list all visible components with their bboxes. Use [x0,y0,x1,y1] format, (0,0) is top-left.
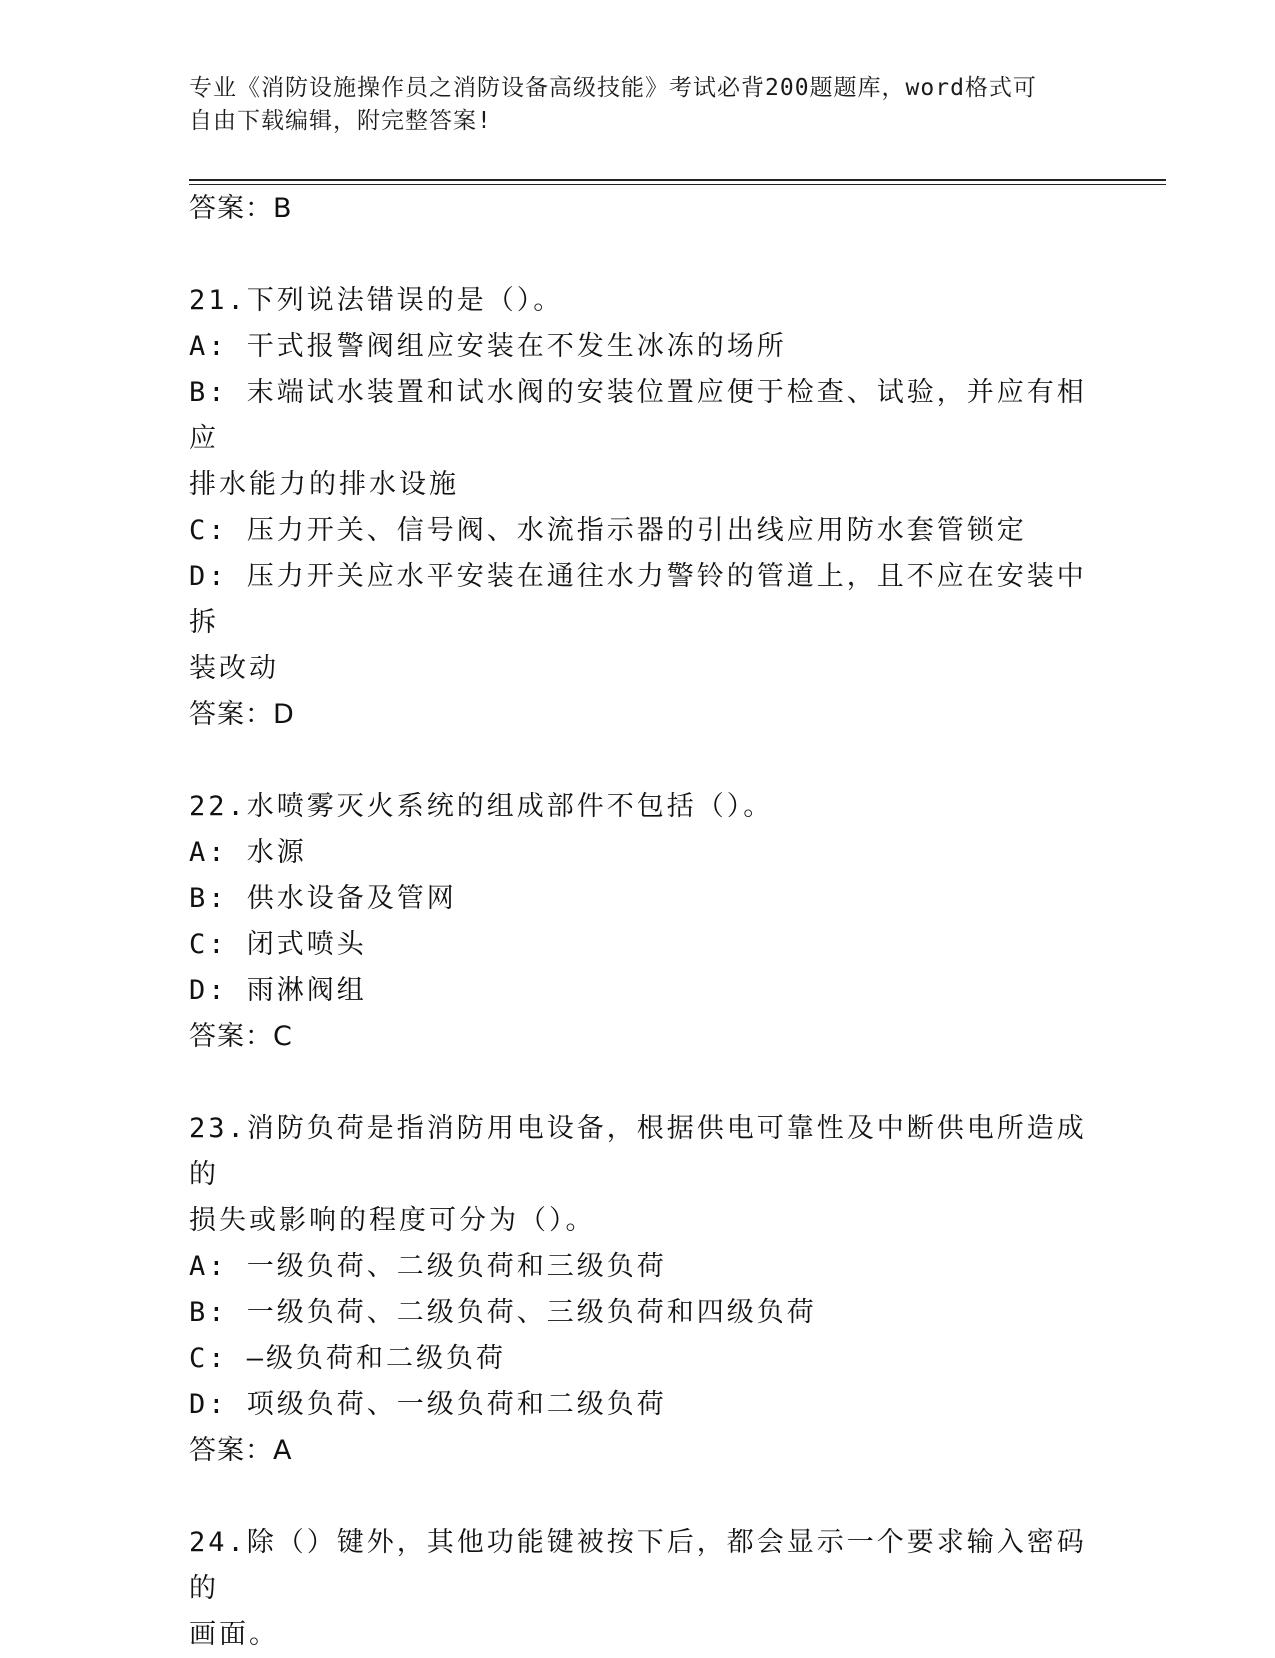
option-line: B: 一级负荷、二级负荷、三级负荷和四级负荷 [189,1297,817,1328]
question-item [189,278,1089,738]
question-item [189,1520,1089,1658]
answer-line: 答案：A [189,1435,293,1466]
option-line: D: 压力开关应水平安装在通往水力警铃的管道上，且不应在安装中拆 [189,561,1087,638]
header-rule-thin [189,184,1166,185]
header-rule-thick [189,179,1166,181]
option-line: D: 雨淋阀组 [189,975,367,1006]
option-line: A: 水源 [189,837,307,868]
document-header [189,72,1089,138]
question-stem: 21.下列说法错误的是（）。 [189,285,564,316]
question-stem: 损失或影响的程度可分为（）。 [189,1205,596,1236]
option-line: 排水能力的排水设施 [189,469,459,500]
answer-line: 答案：C [189,1021,293,1052]
question-stem: 画面。 [189,1619,279,1650]
previous-answer: 答案：B [189,193,293,224]
question-list [189,186,1089,1658]
option-line: A: 干式报警阀组应安装在不发生冰冻的场所 [189,331,787,362]
option-line: 装改动 [189,653,279,684]
answer-line: 答案：D [189,699,295,730]
option-line: C: 压力开关、信号阀、水流指示器的引出线应用防水套管锁定 [189,515,1027,546]
question-stem: 22.水喷雾灭火系统的组成部件不包括（）。 [189,791,774,822]
question-stem: 23.消防负荷是指消防用电设备，根据供电可靠性及中断供电所造成的 [189,1113,1087,1190]
question-item [189,1106,1089,1474]
question-stem: 24.除（）键外，其他功能键被按下后，都会显示一个要求输入密码的 [189,1527,1087,1604]
questions-container [189,278,1089,1658]
option-line: C: —级负荷和二级负荷 [189,1343,507,1374]
option-line: C: 闭式喷头 [189,929,367,960]
option-line: B: 末端试水装置和试水阀的安装位置应便于检查、试验，并应有相应 [189,377,1087,454]
question-item [189,784,1089,1060]
option-line: A: 一级负荷、二级负荷和三级负荷 [189,1251,667,1282]
option-line: B: 供水设备及管网 [189,883,457,914]
option-line: D: 项级负荷、一级负荷和二级负荷 [189,1389,667,1420]
header-line-2: 自由下载编辑，附完整答案! [189,108,492,134]
header-line-1: 专业《消防设施操作员之消防设备高级技能》考试必背200题题库，word格式可 [189,75,1037,101]
